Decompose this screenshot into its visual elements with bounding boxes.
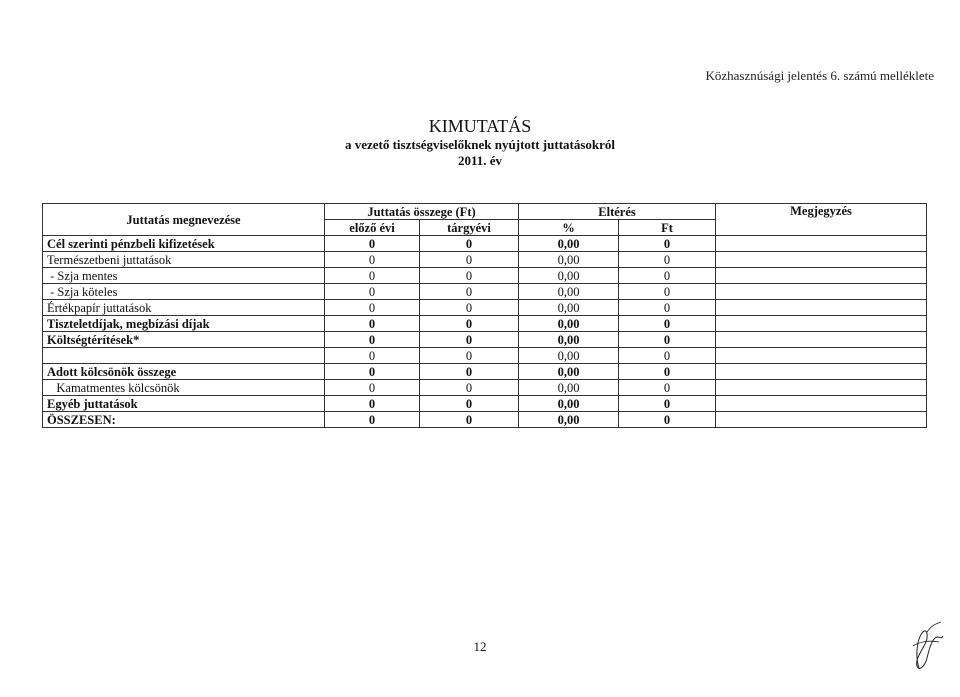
header-prev: előző évi: [325, 220, 420, 236]
row-pct-cell: 0,00: [519, 268, 619, 284]
row-name-cell: Adott kölcsönök összege: [43, 364, 325, 380]
table-row: [43, 396, 927, 412]
row-name-cell: Cél szerinti pénzbeli kifizetések: [43, 236, 325, 252]
row-pct-cell: 0,00: [519, 412, 619, 428]
row-pct-cell: 0,00: [519, 332, 619, 348]
table-row: [43, 268, 927, 284]
row-note-cell: [716, 332, 927, 348]
row-ft-cell: 0: [619, 396, 716, 412]
row-name-cell: ÖSSZESEN:: [43, 412, 325, 428]
row-name-cell: Értékpapír juttatások: [43, 300, 325, 316]
row-note-cell: [716, 268, 927, 284]
row-curr-cell: 0: [420, 316, 519, 332]
row-note-cell: [716, 252, 927, 268]
row-note-cell: [716, 236, 927, 252]
row-curr-cell: 0: [420, 412, 519, 428]
row-prev-cell: 0: [325, 268, 420, 284]
row-curr-cell: 0: [420, 364, 519, 380]
title-block: [0, 117, 960, 168]
benefits-table: [42, 203, 927, 428]
row-pct-cell: 0,00: [519, 284, 619, 300]
row-pct-cell: 0,00: [519, 380, 619, 396]
page-subtitle: a vezető tisztségviselőknek nyújtott juttatásokról: [344, 137, 616, 152]
row-note-cell: [716, 284, 927, 300]
row-prev-cell: 0: [325, 348, 420, 364]
row-ft-cell: 0: [619, 252, 716, 268]
row-note-cell: [716, 380, 927, 396]
header-amount: Juttatás összege (Ft): [325, 204, 519, 220]
row-name-cell: - Szja köteles: [43, 284, 325, 300]
row-pct-cell: 0,00: [519, 300, 619, 316]
row-name-cell: Természetbeni juttatások: [43, 252, 325, 268]
row-name-cell: Kamatmentes kölcsönök: [43, 380, 325, 396]
row-prev-cell: 0: [325, 284, 420, 300]
row-name-cell: Egyéb juttatások: [43, 396, 325, 412]
row-curr-cell: 0: [420, 252, 519, 268]
header-diff: Eltérés: [519, 204, 716, 220]
row-name-cell: Költségtérítések*: [43, 332, 325, 348]
row-curr-cell: 0: [420, 396, 519, 412]
row-prev-cell: 0: [325, 380, 420, 396]
header-note: Megjegyzés: [716, 204, 927, 236]
table-row: [43, 236, 927, 252]
table-row: [43, 412, 927, 428]
row-ft-cell: 0: [619, 412, 716, 428]
row-name-cell: [43, 348, 325, 364]
page-title: KIMUTATÁS: [428, 116, 532, 136]
table-row: [43, 332, 927, 348]
row-prev-cell: 0: [325, 364, 420, 380]
row-note-cell: [716, 300, 927, 316]
row-curr-cell: 0: [420, 300, 519, 316]
table-row: [43, 252, 927, 268]
row-pct-cell: 0,00: [519, 236, 619, 252]
row-prev-cell: 0: [325, 332, 420, 348]
row-prev-cell: 0: [325, 300, 420, 316]
table-row: [43, 300, 927, 316]
header-curr: tárgyévi: [420, 220, 519, 236]
row-note-cell: [716, 316, 927, 332]
table-row: [43, 364, 927, 380]
row-prev-cell: 0: [325, 396, 420, 412]
row-ft-cell: 0: [619, 348, 716, 364]
row-name-cell: Tiszteletdíjak, megbízási díjak: [43, 316, 325, 332]
row-pct-cell: 0,00: [519, 316, 619, 332]
row-note-cell: [716, 348, 927, 364]
row-ft-cell: 0: [619, 236, 716, 252]
page-year: 2011. év: [457, 153, 503, 168]
row-note-cell: [716, 364, 927, 380]
row-ft-cell: 0: [619, 380, 716, 396]
handwritten-signature-icon: [905, 616, 945, 676]
page-number: 12: [473, 639, 487, 654]
row-curr-cell: 0: [420, 236, 519, 252]
row-prev-cell: 0: [325, 252, 420, 268]
row-prev-cell: 0: [325, 412, 420, 428]
table-row: [43, 316, 927, 332]
header-ft: Ft: [619, 220, 716, 236]
row-pct-cell: 0,00: [519, 364, 619, 380]
row-pct-cell: 0,00: [519, 396, 619, 412]
table-row: [43, 284, 927, 300]
row-name-cell: - Szja mentes: [43, 268, 325, 284]
row-ft-cell: 0: [619, 316, 716, 332]
row-curr-cell: 0: [420, 268, 519, 284]
row-ft-cell: 0: [619, 364, 716, 380]
row-curr-cell: 0: [420, 332, 519, 348]
row-note-cell: [716, 412, 927, 428]
row-ft-cell: 0: [619, 268, 716, 284]
header-name: Juttatás megnevezése: [43, 204, 325, 236]
row-ft-cell: 0: [619, 284, 716, 300]
row-ft-cell: 0: [619, 332, 716, 348]
row-curr-cell: 0: [420, 284, 519, 300]
row-pct-cell: 0,00: [519, 252, 619, 268]
row-prev-cell: 0: [325, 236, 420, 252]
row-curr-cell: 0: [420, 380, 519, 396]
row-ft-cell: 0: [619, 300, 716, 316]
annex-label: Közhasznúsági jelentés 6. számú melléklete: [705, 68, 934, 83]
row-prev-cell: 0: [325, 316, 420, 332]
table-row: [43, 380, 927, 396]
header-pct: %: [519, 220, 619, 236]
table-row: [43, 348, 927, 364]
row-curr-cell: 0: [420, 348, 519, 364]
table-body: [43, 236, 927, 428]
row-note-cell: [716, 396, 927, 412]
row-pct-cell: 0,00: [519, 348, 619, 364]
